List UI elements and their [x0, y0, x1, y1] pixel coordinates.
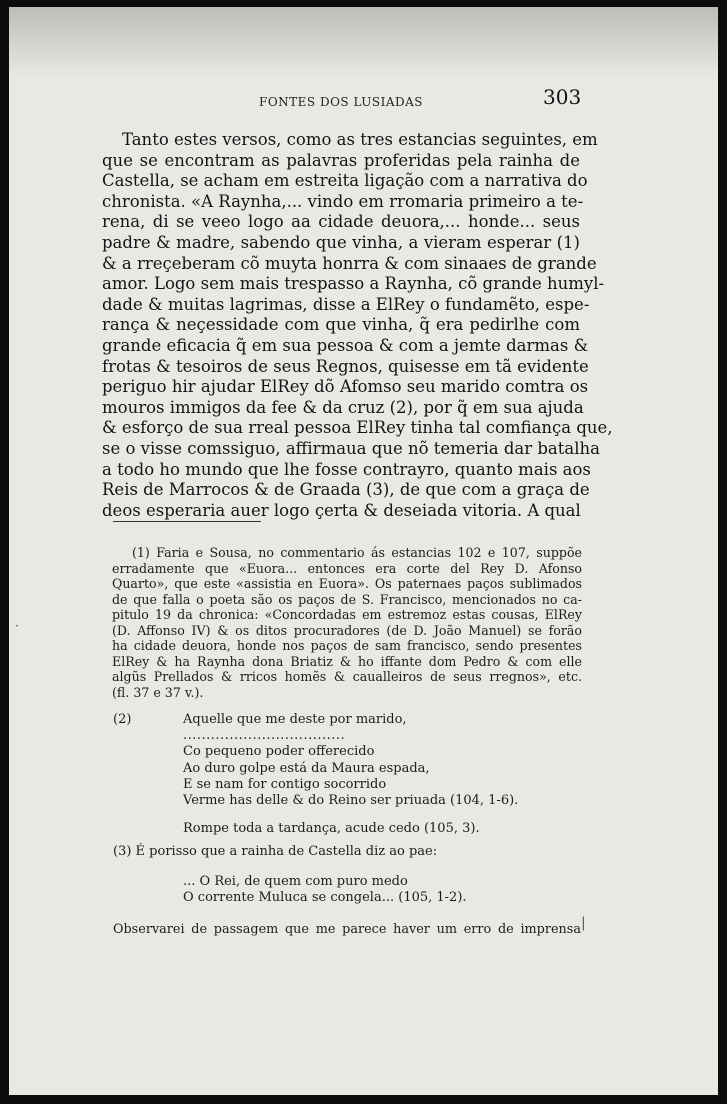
- footnote-number: (2): [113, 712, 132, 727]
- text-line: que se encontram as palavras proferidas pela rainha de: [102, 150, 580, 170]
- verse-line: ... O Rei, de quem com puro medo: [183, 874, 408, 889]
- footnote-line: erradamente que «Euora... entonces era corte del Rey D. Afonso: [112, 560, 582, 576]
- text-line: chronista. «A Raynha,... vindo em rromaria primeiro a te-: [102, 191, 584, 211]
- verse-block: [183, 874, 467, 906]
- text-line: Reis de Marrocos & de Graada (3), de que com a graça de: [102, 480, 590, 500]
- footnote-1: [112, 545, 582, 700]
- text-line: deos esperaria auer logo çerta & deseiada vitoria. A qual: [102, 500, 581, 520]
- verse-line: Co pequeno poder offerecido: [183, 744, 375, 760]
- footnote-line: algũs Prellados & rricos homẽs & caualleiros de seus rregnos», etc.: [112, 669, 582, 684]
- verse-ellipsis: ...................................: [183, 728, 346, 744]
- footnote-line: Quarto», que este «assistia en Euora». Os paternaes paços sublimados: [112, 576, 582, 591]
- footnote-line: (fl. 37 e 37 v.).: [112, 684, 204, 700]
- footnote-line: pitulo 19 da chronica: «Concordadas em estremoz estas cousas, ElRey: [112, 607, 582, 622]
- footnote-line: (1) Faria e Sousa, no commentario ás estancias 102 e 107, suppõe: [132, 545, 582, 560]
- text-line: rança & neçessidade com que vinha, q̃ era pedirlhe com: [102, 315, 580, 335]
- verse-line: Rompe toda a tardança, acude cedo (105, 3).: [183, 821, 480, 837]
- main-text: [102, 130, 613, 521]
- footnote-separator: [113, 521, 261, 522]
- text-line: se o visse comssiguo, affirmaua que nõ temeria dar batalha: [102, 438, 600, 458]
- text-line: & esforço de sua rreal pessoa ElRey tinha tal comfiança que,: [102, 418, 613, 438]
- text-line: rena, di se veeo logo aa cidade deuora,... honde... seus: [102, 212, 580, 232]
- verse-block: [183, 712, 518, 837]
- text-line: grande eficacia q̃ em sua pessoa & com a jemte darmas &: [102, 335, 589, 355]
- text-line: amor. Logo sem mais trespasso a Raynha, cõ grande humyl-: [102, 274, 605, 294]
- text-line: mouros immigos da fee & da cruz (2), por q̃ em sua ajuda: [102, 397, 584, 417]
- running-title: FONTES DOS LUSIADAS: [259, 95, 424, 109]
- page-number: 303: [543, 85, 582, 109]
- text-line: Castella, se acham em estreita ligação com a narrativa do: [102, 171, 588, 191]
- verse-line: Ao duro golpe está da Maura espada,: [183, 760, 430, 776]
- verse-line: Verme has delle & do Reino ser priuada (104, 1-6).: [183, 793, 519, 809]
- text-line: frotas & tesoiros de seus Regnos, quisesse em tã evidente: [102, 356, 589, 376]
- margin-mark: ·: [15, 619, 19, 633]
- book-page: [9, 7, 718, 1095]
- footnote-line: ha cidade deuora, honde nos paços de sam francisco, sendo presentes: [112, 638, 582, 653]
- footnote-3: [113, 844, 583, 914]
- footnote-line: (D. Affonso IV) & os ditos procuradores (de D. João Manuel) se forão: [112, 622, 582, 638]
- text-line: & a rreçeberam cõ muyta honrra & com sinaaes de grande: [102, 253, 597, 273]
- footnote-line: de que falla o poeta são os paços de S. Francisco, mencionados no ca-: [112, 591, 582, 607]
- text-line: dade & muitas lagrimas, disse a ElRey o fundamẽto, espe-: [102, 294, 590, 314]
- text-line: Tanto estes versos, como as tres estancias seguintes, em: [122, 130, 598, 149]
- footnote-2: [113, 712, 583, 837]
- text-line: periguo hir ajudar ElRey dõ Afomso seu marido comtra os: [102, 377, 589, 397]
- text-line: padre & madre, sabendo que vinha, a vieram esperar (1): [102, 232, 580, 252]
- margin-mark: |: [581, 915, 586, 931]
- footnote-intro: (3) É porisso que a rainha de Castella diz ao pae:: [113, 844, 438, 859]
- text-line: a todo ho mundo que lhe fosse contrayro, quanto mais aos: [102, 459, 591, 479]
- verse-line: Aquelle que me deste por marido,: [183, 712, 407, 727]
- verse-line: O corrente Muluca se congela... (105, 1-2).: [183, 890, 467, 906]
- continuation-line: Observarei de passagem que me parece haver um erro de imprensa: [113, 922, 581, 937]
- footnote-line: ElRey & ha Raynha dona Briatiz & ho iffante dom Pedro & com elle: [112, 653, 582, 669]
- scan-shadow: [9, 7, 718, 77]
- verse-line: E se nam for contigo socorrido: [183, 776, 387, 792]
